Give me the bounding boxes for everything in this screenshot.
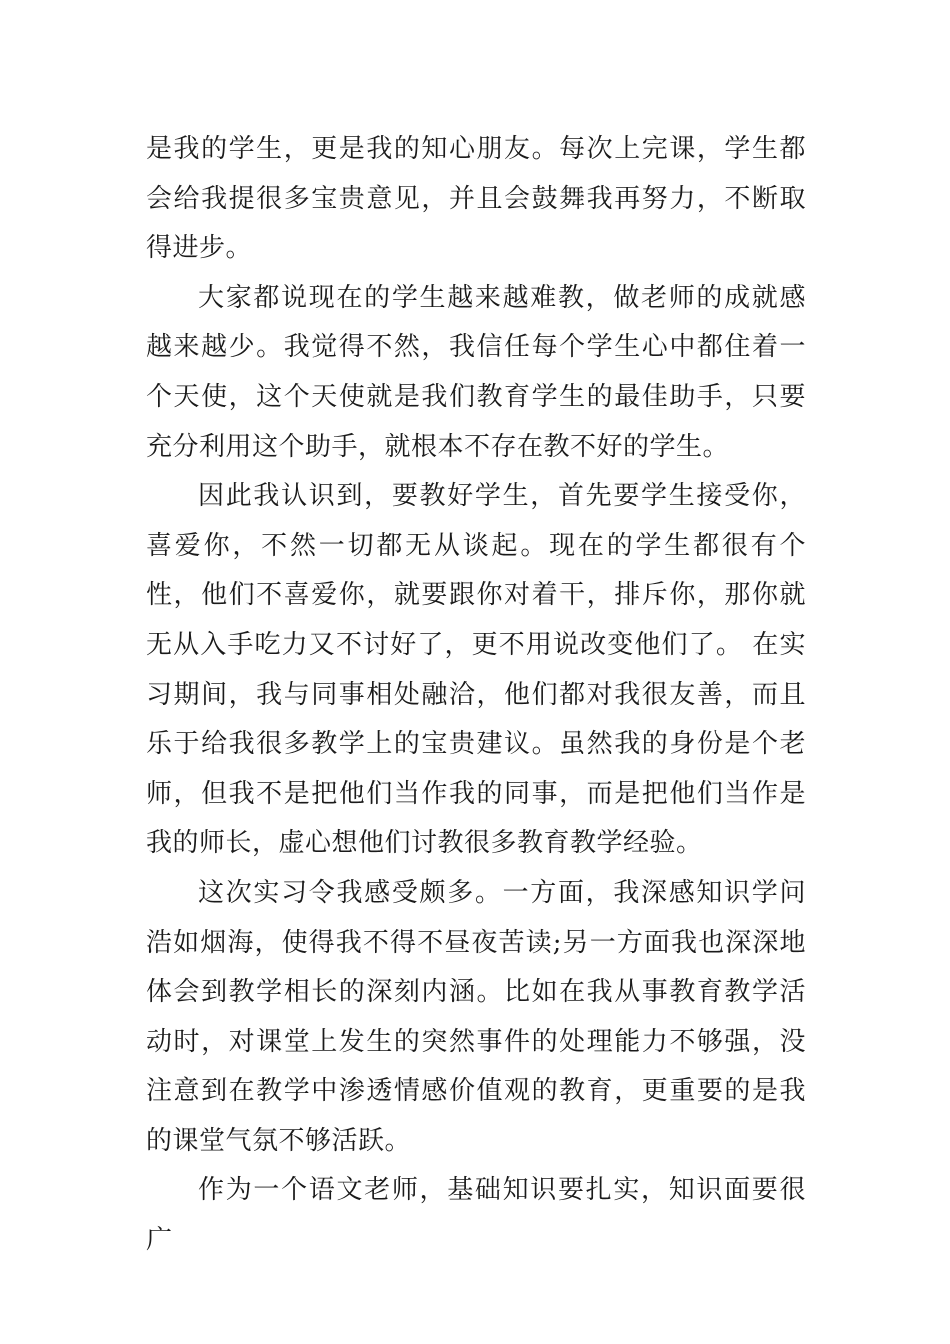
document-body bbox=[146, 125, 806, 1266]
paragraph-1: 是我的学生，更是我的知心朋友。每次上完课，学生都会给我提很多宝贵意见，并且会鼓舞我再努力，不断取得进步。 bbox=[146, 134, 806, 264]
paragraph-4: 这次实习令我感受颇多。一方面，我深感知识学问浩如烟海，使得我不得不昼夜苦读;另一方面我也深深地体会到教学相长的深刻内涵。比如在我从事教育教学活动时，对课堂上发生的突然事件的处理能力不够强，没注意到在教学中渗透情感价值观的教育，更重要的是我的课堂气氛不够活跃。 bbox=[146, 877, 806, 1156]
paragraph-2: 大家都说现在的学生越来越难教，做老师的成就感越来越少。我觉得不然，我信任每个学生心中都住着一个天使，这个天使就是我们教育学生的最佳助手，只要充分利用这个助手，就根本不存在教不好的学生。 bbox=[146, 282, 806, 462]
paragraph-3: 因此我认识到，要教好学生，首先要学生接受你，喜爱你，不然一切都无从谈起。现在的学生都很有个性，他们不喜爱你，就要跟你对着干，排斥你，那你就无从入手吃力又不讨好了，更不用说改变他们了。 在实习期间，我与同事相处融洽，他们都对我很友善，而且乐于给我很多教学上的宝贵建议。虽然我的身份是个老师，但我不是把他们当作我的同事，而是把他们当作是我的师长，虚心想他们讨教很多教育教学经验。 bbox=[146, 481, 806, 859]
paragraph-5: 作为一个语文老师，基础知识要扎实，知识面要很广 bbox=[146, 1175, 806, 1256]
